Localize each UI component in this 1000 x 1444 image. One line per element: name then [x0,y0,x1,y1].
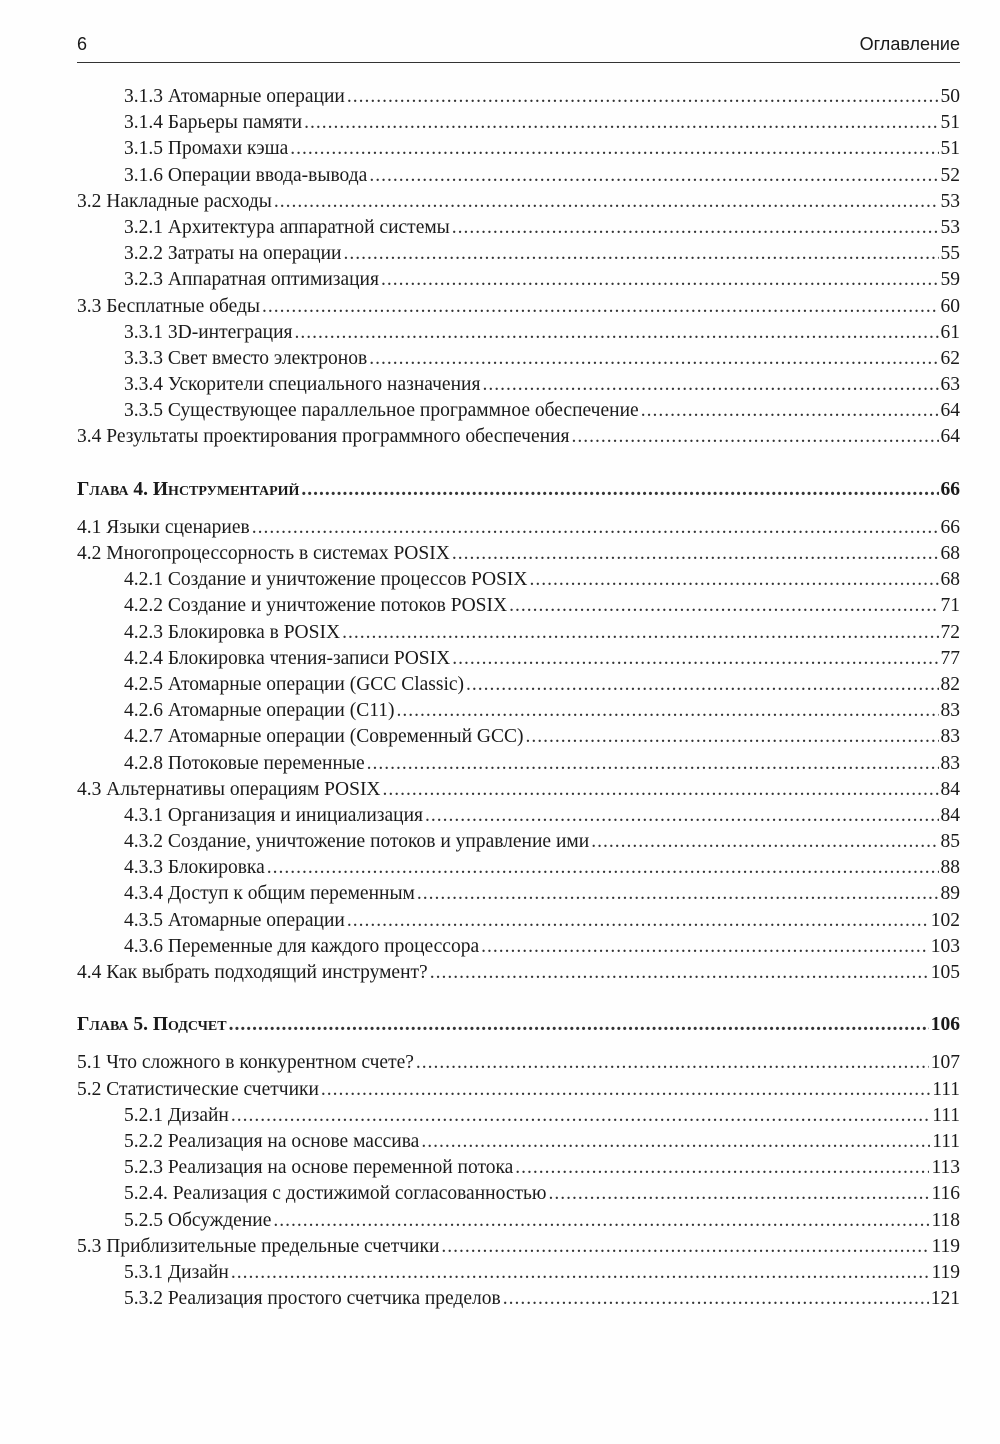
entry-page: 119 [931,1235,960,1257]
chapter-title: Глава 5. Подсчет [77,1014,227,1036]
entry-page: 111 [932,1104,960,1126]
entry-title: 3.2 Накладные расходы [77,190,272,212]
entry-title: 5.3.1 Дизайн [124,1261,229,1283]
entry-title: 5.2.3 Реализация на основе переменной потока [124,1157,514,1179]
entry-page: 113 [931,1157,960,1179]
entry-title: 5.2.4. Реализация с достижимой согласованностью [124,1183,547,1205]
leader-dots [515,1155,929,1181]
entry-title: 5.3.2 Реализация простого счетчика пределов [124,1288,501,1310]
table-of-contents [77,84,960,1312]
toc-entry[interactable] [77,398,960,424]
toc-entry[interactable] [77,1181,960,1207]
toc-entry[interactable] [77,1234,960,1260]
toc-entry[interactable] [77,646,960,672]
toc-entry[interactable] [77,346,960,372]
toc-entry[interactable] [77,1103,960,1129]
leader-dots [509,593,938,619]
entry-title: 5.1 Что сложного в конкурентном счете? [77,1052,414,1074]
entry-page: 64 [940,426,960,448]
entry-title: 4.2.7 Атомарные операции (Современный GCC) [124,726,524,748]
entry-title: 4.2.1 Создание и уничтожение процессов POSIX [124,569,528,591]
entry-page: 84 [940,778,960,800]
toc-entry[interactable] [77,215,960,241]
entry-title: 4.2.4 Блокировка чтения-записи POSIX [124,647,451,669]
leader-dots [295,320,939,346]
entry-page: 105 [930,962,960,983]
entry-title: 5.2.2 Реализация на основе массива [124,1130,420,1152]
chapter-page: 106 [930,1014,960,1036]
entry-title: 3.1.5 Промахи кэша [124,138,289,160]
entry-page: 53 [940,216,960,238]
entry-title: 4.4 Как выбрать подходящий инструмент? [77,962,428,983]
entry-page: 68 [940,569,960,591]
leader-dots [641,398,939,424]
entry-title: 4.3.6 Переменные для каждого процессора [124,935,480,957]
entry-page: 62 [940,347,960,369]
entry-page: 82 [940,673,960,695]
entry-title: 3.3.4 Ускорители специального назначения [124,374,481,396]
entry-page: 68 [940,543,960,564]
entry-page: 51 [940,138,960,160]
leader-dots [381,267,939,293]
toc-entry[interactable] [77,189,960,215]
toc-group-chapter-4 [77,515,960,986]
entry-page: 83 [940,726,960,748]
entry-page: 66 [940,516,960,538]
leader-dots [343,241,938,267]
toc-entry[interactable] [77,1208,960,1234]
entry-title: 3.2.1 Архитектура аппаратной системы [124,216,450,238]
leader-dots [417,881,939,907]
page-number: 6 [77,34,88,54]
entry-title: 3.2.2 Затраты на операции [124,243,342,265]
entry-title: 3.1.6 Операции ввода-вывода [124,164,368,186]
leader-dots [290,136,938,162]
leader-dots [452,541,939,567]
entry-title: 3.1.4 Барьеры памяти [124,112,303,134]
toc-entry[interactable] [77,515,960,541]
entry-title: 3.3.3 Свет вместо электронов [124,347,368,369]
leader-dots [525,724,938,750]
entry-page: 83 [940,700,960,722]
entry-title: 4.3.1 Организация и инициализация [124,804,423,826]
toc-entry[interactable] [77,829,960,855]
leader-dots [262,294,939,320]
leader-dots [231,1260,930,1286]
toc-entry[interactable] [77,803,960,829]
entry-page: 118 [931,1209,960,1231]
leader-dots [273,1208,929,1234]
leader-dots [591,829,938,855]
toc-entry[interactable] [77,751,960,777]
toc-entry[interactable] [77,672,960,698]
leader-dots [397,698,939,724]
leader-dots [548,1181,929,1207]
entry-page: 52 [940,164,960,186]
entry-page: 84 [940,804,960,826]
entry-title: 4.3 Альтернативы операциям POSIX [77,778,381,800]
entry-page: 55 [940,243,960,265]
leader-dots [441,1234,929,1260]
entry-page: 116 [931,1183,960,1205]
toc-chapter-5[interactable] [77,1012,960,1038]
toc-group-chapter-5 [77,1050,960,1312]
entry-title: 5.2 Статистические счетчики [77,1078,319,1100]
toc-entry[interactable] [77,777,960,803]
entry-title: 4.2.5 Атомарные операции (GCC Classic) [124,673,465,695]
leader-dots [347,84,939,110]
toc-entry[interactable] [77,855,960,881]
toc-entry[interactable] [77,908,960,934]
entry-page: 83 [940,752,960,774]
entry-page: 111 [932,1078,960,1100]
leader-dots [229,1012,929,1038]
entry-title: 3.4 Результаты проектирования программного обеспечения [77,426,570,448]
toc-entry[interactable] [77,541,960,567]
leader-dots [503,1286,929,1312]
entry-title: 3.3 Бесплатные обеды [77,295,260,317]
leader-dots [482,372,938,398]
entry-page: 103 [930,935,960,957]
toc-entry[interactable] [77,84,960,110]
leader-dots [367,751,939,777]
leader-dots [369,346,938,372]
entry-page: 119 [931,1261,960,1283]
chapter-title: Глава 4. Инструментарий [77,478,300,500]
running-header [77,30,960,63]
toc-entry[interactable] [77,881,960,907]
toc-entry[interactable] [77,1077,960,1103]
entry-title: 4.3.5 Атомарные операции [124,909,345,931]
toc-entry[interactable] [77,724,960,750]
toc-entry[interactable] [77,241,960,267]
leader-dots [231,1103,930,1129]
toc-entry[interactable] [77,567,960,593]
entry-page: 63 [940,374,960,396]
entry-page: 111 [932,1130,960,1152]
leader-dots [452,646,938,672]
entry-page: 64 [940,400,960,422]
leader-dots [369,163,938,189]
leader-dots [530,567,939,593]
entry-page: 51 [940,112,960,134]
leader-dots [481,934,929,960]
entry-page: 88 [940,857,960,879]
entry-title: 3.1.3 Атомарные операции [124,86,345,107]
toc-entry[interactable] [77,593,960,619]
chapter-page: 66 [940,478,960,500]
entry-page: 60 [940,295,960,317]
entry-page: 107 [930,1052,960,1074]
leader-dots [421,1129,930,1155]
toc-entry[interactable] [77,136,960,162]
entry-title: 3.3.5 Существующее параллельное программное обеспечение [124,400,639,422]
entry-page: 89 [940,883,960,905]
toc-group-chapter-3 [77,84,960,451]
leader-dots [301,477,938,503]
entry-page: 50 [940,86,960,107]
toc-entry[interactable] [77,960,960,986]
toc-entry[interactable] [77,934,960,960]
entry-title: 3.2.3 Аппаратная оптимизация [124,269,379,291]
toc-entry[interactable] [77,620,960,646]
leader-dots [416,1050,929,1076]
entry-page: 59 [940,269,960,291]
leader-dots [383,777,939,803]
toc-entry[interactable] [77,163,960,189]
entry-title: 5.2.1 Дизайн [124,1104,229,1126]
toc-entry[interactable] [77,698,960,724]
entry-page: 53 [940,190,960,212]
toc-entry[interactable] [77,1129,960,1155]
entry-title: 3.3.1 3D-интеграция [124,321,293,343]
entry-page: 71 [940,595,960,617]
toc-entry[interactable] [77,1286,960,1312]
entry-title: 4.2.8 Потоковые переменные [124,752,365,774]
toc-entry[interactable] [77,1260,960,1286]
leader-dots [347,908,929,934]
entry-title: 4.2.2 Создание и уничтожение потоков POSIX [124,595,508,617]
entry-page: 77 [940,647,960,669]
entry-title: 4.1 Языки сценариев [77,516,250,538]
toc-entry[interactable] [77,1050,960,1076]
entry-page: 61 [940,321,960,343]
entry-page: 102 [930,909,960,931]
toc-entry[interactable] [77,320,960,346]
leader-dots [267,855,939,881]
entry-title: 4.2.6 Атомарные операции (C11) [124,700,395,722]
entry-page: 85 [940,831,960,853]
entry-title: 4.3.4 Доступ к общим переменным [124,883,415,905]
toc-entry[interactable] [77,1155,960,1181]
entry-page: 121 [930,1288,960,1310]
leader-dots [342,620,938,646]
leader-dots [452,215,939,241]
leader-dots [425,803,939,829]
leader-dots [274,189,939,215]
entry-page: 72 [940,621,960,643]
entry-title: 4.2.3 Блокировка в POSIX [124,621,341,643]
leader-dots [430,960,929,986]
running-title: Оглавление [859,34,960,54]
toc-entry[interactable] [77,294,960,320]
entry-title: 4.3.2 Создание, уничтожение потоков и управление ими [124,831,590,853]
entry-title: 4.2 Многопроцессорность в системах POSIX [77,543,450,564]
leader-dots [304,110,938,136]
leader-dots [572,424,939,450]
entry-title: 5.2.5 Обсуждение [124,1209,272,1231]
entry-title: 5.3 Приблизительные предельные счетчики [77,1235,440,1257]
leader-dots [466,672,938,698]
toc-entry[interactable] [77,372,960,398]
toc-chapter-4[interactable] [77,477,960,503]
toc-entry[interactable] [77,267,960,293]
leader-dots [252,515,939,541]
entry-title: 4.3.3 Блокировка [124,857,265,879]
toc-entry[interactable] [77,424,960,450]
leader-dots [321,1077,930,1103]
toc-entry[interactable] [77,110,960,136]
